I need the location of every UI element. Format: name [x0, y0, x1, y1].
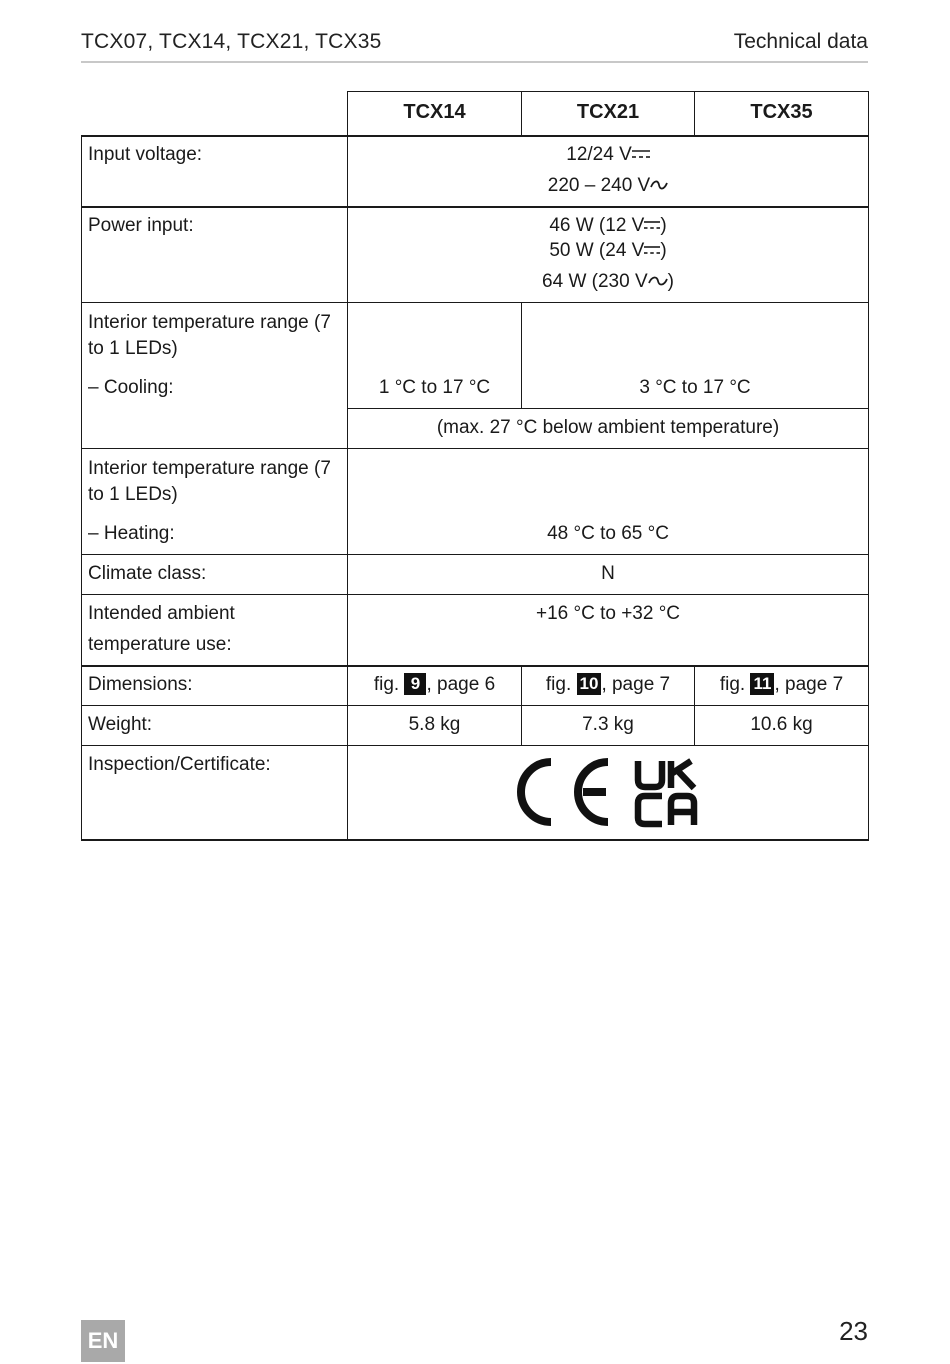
dc-symbol-icon [644, 238, 660, 264]
dimensions-tcx35 [695, 672, 868, 698]
power-input-12v [348, 213, 868, 239]
row-divider [347, 408, 869, 409]
table-bottom-border [81, 839, 869, 841]
row-label-cooling: – Cooling: [88, 377, 174, 398]
fig-word: fig. [373, 674, 400, 695]
dc-symbol-icon [644, 213, 660, 239]
fig-word: fig. [719, 674, 746, 695]
row-divider [81, 206, 869, 208]
figure-badge: 11 [750, 673, 774, 695]
header-section-title: Technical data [733, 30, 868, 53]
cooling-tcx14: 1 °C to 17 °C [378, 377, 491, 398]
row-divider [81, 665, 869, 667]
label-line: to 1 LEDs) [88, 484, 178, 505]
figure-badge: 9 [404, 673, 426, 695]
power-input-24v-value: 50 W (24 V [549, 240, 645, 262]
power-input-24v [348, 238, 868, 264]
weight-tcx14: 5.8 kg [408, 714, 461, 735]
weight-tcx35: 10.6 kg [750, 714, 813, 735]
fig-word: fig. [545, 674, 572, 695]
input-voltage-dc [348, 142, 868, 168]
column-header-tcx21: TCX21 [576, 101, 640, 123]
row-divider [81, 554, 869, 555]
power-input-close-paren: ) [660, 215, 667, 237]
figure-badge: 10 [577, 673, 602, 695]
row-label-ambient: Intended ambient [88, 603, 235, 624]
row-label-dimensions: Dimensions: [88, 674, 193, 695]
row-label-input-voltage: Input voltage: [88, 144, 203, 165]
page-number: 23 [839, 1316, 868, 1346]
column-header-tcx14: TCX14 [403, 101, 466, 123]
weight-tcx21: 7.3 kg [582, 714, 634, 735]
table-right-border [868, 91, 869, 841]
row-divider [81, 594, 869, 595]
label-line: to 1 LEDs) [88, 338, 178, 359]
power-input-230v [348, 269, 868, 295]
dc-symbol-icon [632, 142, 650, 168]
ambient-value: +16 °C to +32 °C [535, 603, 681, 624]
dimensions-tcx14 [348, 672, 521, 698]
ce-mark-icon [521, 762, 608, 822]
row-divider [81, 302, 869, 303]
row-divider [81, 745, 869, 746]
row-label-inspection: Inspection/Certificate: [88, 754, 271, 775]
heating-value: 48 °C to 65 °C [547, 523, 669, 544]
cooling-note: (max. 27 °C below ambient temperature) [436, 417, 780, 438]
table-header-rule [81, 135, 869, 137]
ukca-mark-icon [638, 761, 694, 825]
row-divider [81, 448, 869, 449]
power-input-close-paren: ) [660, 240, 667, 262]
header-rule [81, 61, 868, 63]
label-line: Interior temperature range (7 [88, 312, 331, 333]
power-input-12v-value: 46 W (12 V [549, 215, 645, 237]
ce-ukca-marks [515, 758, 705, 828]
climate-class-value: N [601, 563, 615, 584]
language-tab: EN [81, 1320, 125, 1362]
table-left-border [81, 135, 82, 841]
page-ref: , page 6 [426, 674, 496, 695]
input-voltage-dc-value: 12/24 V [566, 144, 632, 166]
row-label-power-input: Power input: [88, 215, 194, 236]
ac-symbol-icon [648, 269, 668, 295]
row-label-heating-range [88, 456, 343, 508]
row-label-ambient-line2: temperature use: [88, 634, 232, 655]
input-voltage-ac [348, 173, 868, 199]
page-ref: , page 7 [601, 674, 671, 695]
input-voltage-ac-value: 220 – 240 V [547, 175, 651, 197]
row-label-climate-class: Climate class: [88, 563, 207, 584]
header-product-list: TCX07, TCX14, TCX21, TCX35 [81, 30, 382, 53]
dimensions-tcx21 [522, 672, 694, 698]
row-label-cooling-range [88, 310, 343, 362]
page-ref: , page 7 [774, 674, 844, 695]
row-divider [81, 705, 869, 706]
power-input-close-paren: ) [667, 271, 674, 293]
power-input-230v-value: 64 W (230 V [542, 271, 648, 293]
column-header-tcx35: TCX35 [750, 101, 813, 123]
label-line: Interior temperature range (7 [88, 458, 331, 479]
row-label-heating: – Heating: [88, 523, 175, 544]
cooling-tcx21-tcx35: 3 °C to 17 °C [639, 377, 751, 398]
ac-symbol-icon [650, 173, 668, 199]
row-label-weight: Weight: [88, 714, 153, 735]
table-top-border [347, 91, 869, 92]
